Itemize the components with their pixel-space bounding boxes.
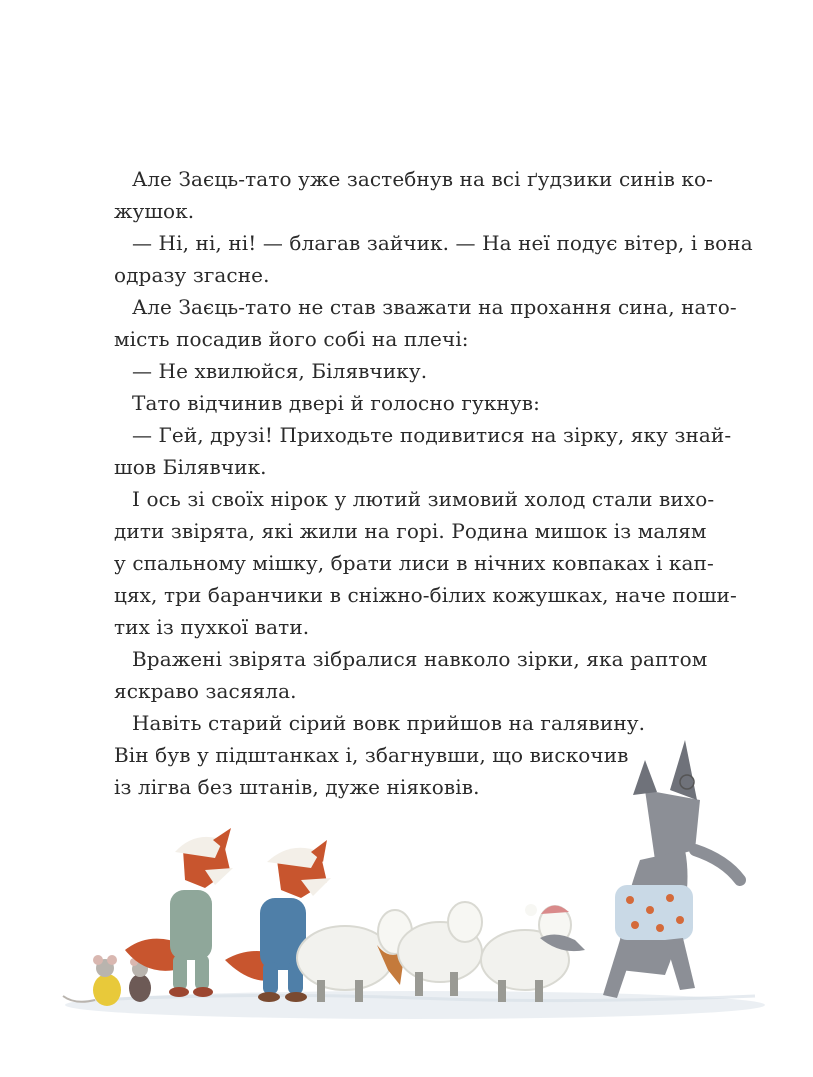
text-line: яскраво засяяла. <box>114 679 297 703</box>
text-line: шов Білявчик. <box>114 455 267 479</box>
text-line: цях, три баранчики в сніжно-білих кожушках, наче поши- <box>114 583 737 607</box>
text-line: жушок. <box>114 199 195 223</box>
animal-procession-illustration <box>55 700 775 1040</box>
sheep-middle <box>398 902 482 996</box>
mouse-family <box>63 955 151 1006</box>
text-line: І ось зі своїх нірок у лютий зимовий холод стали вихо- <box>132 487 715 511</box>
text-line: Тато відчинив двері й голосно гукнув: <box>132 391 540 415</box>
text-line: Але Заєць-тато не став зважати на прохання сина, нато- <box>132 295 737 319</box>
text-line: Навіть старий сірий вовк прийшов на галявину. <box>132 711 646 735</box>
text-line: — Не хвилюйся, Білявчику. <box>132 359 428 383</box>
text-line: одразу згасне. <box>114 263 270 287</box>
text-line: із лігва без штанів, дуже ніяковів. <box>114 775 480 799</box>
text-line: Він був у підштанках і, збагнувши, що вискочив <box>114 743 629 767</box>
grey-wolf-in-underpants <box>540 740 740 998</box>
text-line: — Ні, ні, ні! — благав зайчик. — На неї подує вітер, і вона <box>132 231 753 255</box>
text-line: Але Заєць-тато уже застебнув на всі ґудзики синів ко- <box>132 167 714 191</box>
text-line: мість посадив його собі на плечі: <box>114 327 469 351</box>
sheep-with-scarf <box>297 910 412 1002</box>
text-line: Вражені звірята зібралися навколо зірки, яка раптом <box>132 647 708 671</box>
sheep-with-hat <box>481 904 571 1002</box>
text-line: дити звірята, які жили на горі. Родина мишок із малям <box>114 519 707 543</box>
text-line: тих із пухкої вати. <box>114 615 310 639</box>
text-line: у спальному мішку, брати лиси в нічних ковпаках і кап- <box>114 551 714 575</box>
text-line: — Гей, друзі! Приходьте подивитися на зірку, яку знай- <box>132 423 732 447</box>
